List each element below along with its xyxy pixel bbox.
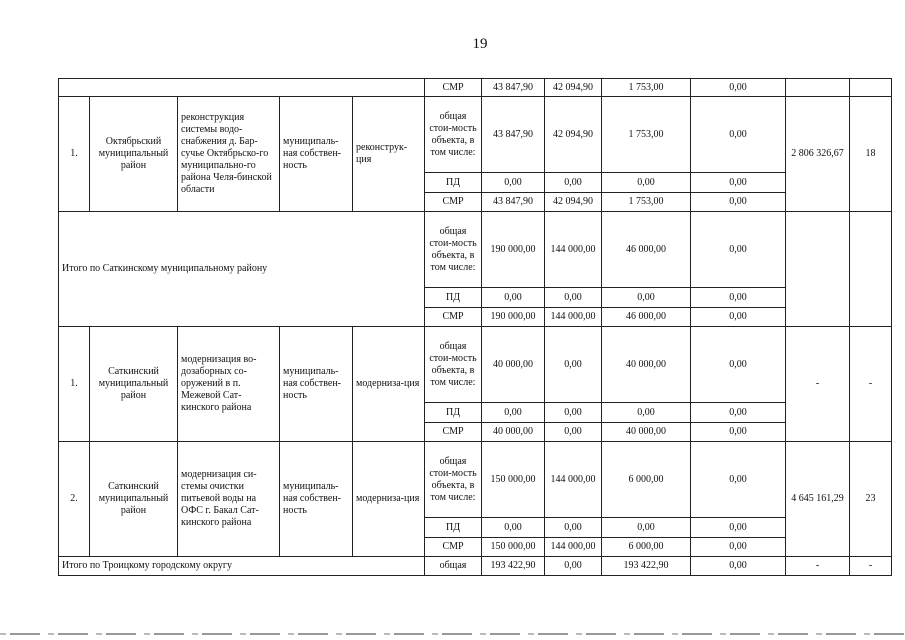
value-cell: 0,00 xyxy=(545,518,602,538)
district-name: Саткинский муниципальный район xyxy=(90,442,178,557)
district-total-label: Итого по Троицкому городскому округу xyxy=(59,557,425,576)
stage-cell: общая xyxy=(425,557,482,576)
rank-value: - xyxy=(850,557,892,576)
ownership: муниципаль-ная собствен-ность xyxy=(280,442,353,557)
value-cell: 0,00 xyxy=(602,173,691,193)
value-cell: 6 000,00 xyxy=(602,538,691,557)
extra-value: - xyxy=(786,327,850,442)
value-cell: 150 000,00 xyxy=(482,442,545,518)
value-cell: 0,00 xyxy=(545,423,602,442)
value-cell: 0,00 xyxy=(691,173,786,193)
stage-cell: общая стои-мость объекта, в том числе: xyxy=(425,327,482,403)
value-cell: 0,00 xyxy=(691,308,786,327)
ownership: муниципаль-ная собствен-ность xyxy=(280,97,353,212)
value-cell: 0,00 xyxy=(545,173,602,193)
row-number: 2. xyxy=(59,442,90,557)
value-cell: 193 422,90 xyxy=(602,557,691,576)
value-cell: 0,00 xyxy=(691,557,786,576)
object-description: модернизация си-стемы очистки питьевой воды на ОФС г. Бакал Сат-кинского района xyxy=(178,442,280,557)
stage-cell: СМР xyxy=(425,193,482,212)
value-cell: 144 000,00 xyxy=(545,442,602,518)
stage-cell: СМР xyxy=(425,423,482,442)
value-cell: 0,00 xyxy=(691,403,786,423)
value-cell: 144 000,00 xyxy=(545,308,602,327)
stage-cell: ПД xyxy=(425,403,482,423)
object-description: модернизация во-дозаборных со-оружений в п. Межевой Сат-кинского района xyxy=(178,327,280,442)
value-cell: 42 094,90 xyxy=(545,193,602,212)
value-cell: 193 422,90 xyxy=(482,557,545,576)
value-cell: 150 000,00 xyxy=(482,538,545,557)
value-cell: 0,00 xyxy=(691,212,786,288)
page-number: 19 xyxy=(472,36,488,52)
ownership: муниципаль-ная собствен-ность xyxy=(280,327,353,442)
table-row xyxy=(59,327,892,403)
table-row xyxy=(59,557,892,576)
table-row xyxy=(59,212,892,288)
extra-value: 4 645 161,29 xyxy=(786,442,850,557)
work-type: реконструк-ция xyxy=(353,97,425,212)
value-cell: 46 000,00 xyxy=(602,308,691,327)
stage-cell: СМР xyxy=(425,308,482,327)
value-cell: 0,00 xyxy=(691,518,786,538)
value-cell: 1 753,00 xyxy=(602,97,691,173)
stage-cell: общая стои-мость объекта, в том числе: xyxy=(425,442,482,518)
value-cell: 0,00 xyxy=(691,538,786,557)
stage-cell: общая стои-мость объекта, в том числе: xyxy=(425,97,482,173)
extra-value: 2 806 326,67 xyxy=(786,97,850,212)
value-cell: 40 000,00 xyxy=(602,423,691,442)
value-cell: 0,00 xyxy=(482,403,545,423)
value-cell: 190 000,00 xyxy=(482,212,545,288)
stage-cell: ПД xyxy=(425,518,482,538)
value-cell: 1 753,00 xyxy=(602,193,691,212)
stage-cell: общая стои-мость объекта, в том числе: xyxy=(425,212,482,288)
value-cell: 0,00 xyxy=(691,97,786,173)
stage-cell: СМР xyxy=(425,538,482,557)
value-cell: 40 000,00 xyxy=(482,423,545,442)
district-name: Саткинский муниципальный район xyxy=(90,327,178,442)
rank-value: 23 xyxy=(850,442,892,557)
value-cell: 0,00 xyxy=(545,557,602,576)
value-cell: 0,00 xyxy=(691,423,786,442)
value-cell: 0,00 xyxy=(482,518,545,538)
value-cell: 42 094,90 xyxy=(545,97,602,173)
value-cell: 0,00 xyxy=(691,288,786,308)
scan-artifact-line xyxy=(0,633,905,635)
value-cell: 43 847,90 xyxy=(482,79,545,97)
row-number: 1. xyxy=(59,327,90,442)
work-type: модерниза-ция xyxy=(353,442,425,557)
value-cell: 40 000,00 xyxy=(602,327,691,403)
value-cell: 1 753,00 xyxy=(602,79,691,97)
value-cell: 0,00 xyxy=(482,288,545,308)
value-cell: 0,00 xyxy=(602,288,691,308)
stage-cell: СМР xyxy=(425,79,482,97)
rank-value: - xyxy=(850,327,892,442)
value-cell: 46 000,00 xyxy=(602,212,691,288)
value-cell: 0,00 xyxy=(691,193,786,212)
value-cell: 6 000,00 xyxy=(602,442,691,518)
table-row xyxy=(59,97,892,173)
value-cell: 0,00 xyxy=(545,403,602,423)
table-row xyxy=(59,442,892,518)
object-description: реконструкция системы водо-снабжения д. Бар-сучье Октябрьско-го муниципально-го района Челя-бинской области xyxy=(178,97,280,212)
value-cell: 42 094,90 xyxy=(545,79,602,97)
value-cell: 144 000,00 xyxy=(545,538,602,557)
value-cell: 43 847,90 xyxy=(482,193,545,212)
value-cell: 0,00 xyxy=(545,327,602,403)
district-total-label: Итого по Саткинскому муниципальному району xyxy=(59,212,425,327)
stage-cell: ПД xyxy=(425,288,482,308)
value-cell: 0,00 xyxy=(482,173,545,193)
value-cell: 0,00 xyxy=(691,79,786,97)
value-cell: 144 000,00 xyxy=(545,212,602,288)
table-row xyxy=(59,79,892,97)
value-cell: 43 847,90 xyxy=(482,97,545,173)
value-cell: 40 000,00 xyxy=(482,327,545,403)
row-number: 1. xyxy=(59,97,90,212)
value-cell: 0,00 xyxy=(691,442,786,518)
value-cell: 0,00 xyxy=(691,327,786,403)
value-cell: 0,00 xyxy=(602,518,691,538)
value-cell: 0,00 xyxy=(545,288,602,308)
investment-table xyxy=(58,78,892,576)
value-cell: 190 000,00 xyxy=(482,308,545,327)
extra-value: - xyxy=(786,557,850,576)
stage-cell: ПД xyxy=(425,173,482,193)
value-cell: 0,00 xyxy=(602,403,691,423)
work-type: модерниза-ция xyxy=(353,327,425,442)
rank-value: 18 xyxy=(850,97,892,212)
district-name: Октябрьский муниципальный район xyxy=(90,97,178,212)
